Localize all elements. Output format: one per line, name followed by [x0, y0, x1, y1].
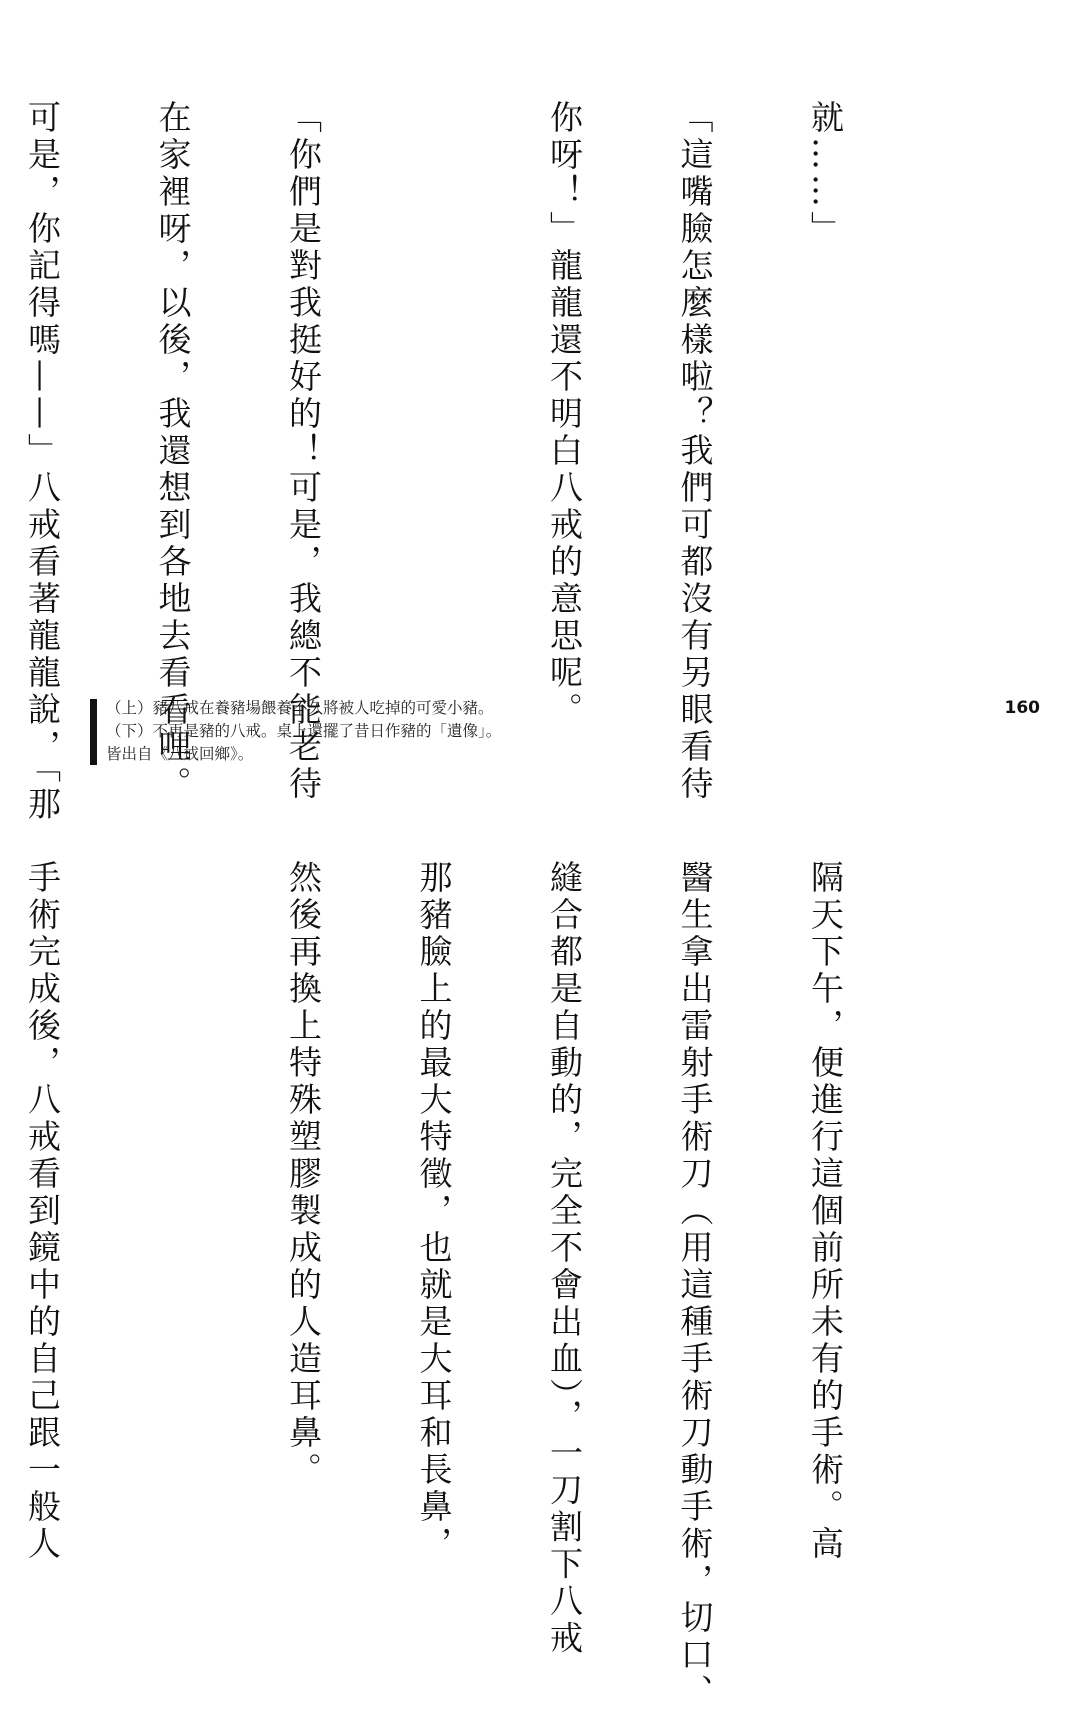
- caption-line-bottom: （下）不再是豬的八戒。桌上還擺了昔日作豬的「遺像」。: [106, 722, 502, 740]
- text-column: 在家裡呀，以後，我還想到各地去看看哩。: [153, 100, 193, 803]
- text-column: 醫生拿出雷射手術刀（用這種手術刀動手術，切口、: [675, 860, 715, 1711]
- text-column: 可是，你記得嗎——」八戒看著龍龍說，「那: [23, 100, 62, 824]
- text-column: 那豬臉上的最大特徵，也就是大耳和長鼻，: [414, 860, 454, 1563]
- text-column: 「這嘴臉怎麼樣啦？我們可都沒有另眼看待: [675, 100, 715, 803]
- text-column: 然後再換上特殊塑膠製成的人造耳鼻。: [284, 860, 323, 1489]
- text-column: 就……」: [806, 100, 845, 248]
- text-column: 「你們是對我挺好的！可是，我總不能老待: [284, 100, 323, 803]
- text-column: 你呀！」龍龍還不明白八戒的意思呢。: [545, 100, 584, 729]
- caption-line-source: 皆出自《八戒回鄉》。: [106, 745, 254, 763]
- text-column: 手術完成後，八戒看到鏡中的自己跟一般人: [23, 860, 62, 1563]
- text-column: 隔天下午，便進行這個前所未有的手術。高: [806, 860, 845, 1563]
- caption-line-top: （上）豬八戒在養豬場餵養不久將被人吃掉的可愛小豬。: [106, 699, 494, 717]
- caption-bar: [90, 699, 97, 765]
- page-number: 160: [1004, 698, 1040, 718]
- text-column: 縫合都是自動的，完全不會出血），一刀割下八戒: [545, 860, 584, 1658]
- body-text-bottom: [0, 860, 934, 1711]
